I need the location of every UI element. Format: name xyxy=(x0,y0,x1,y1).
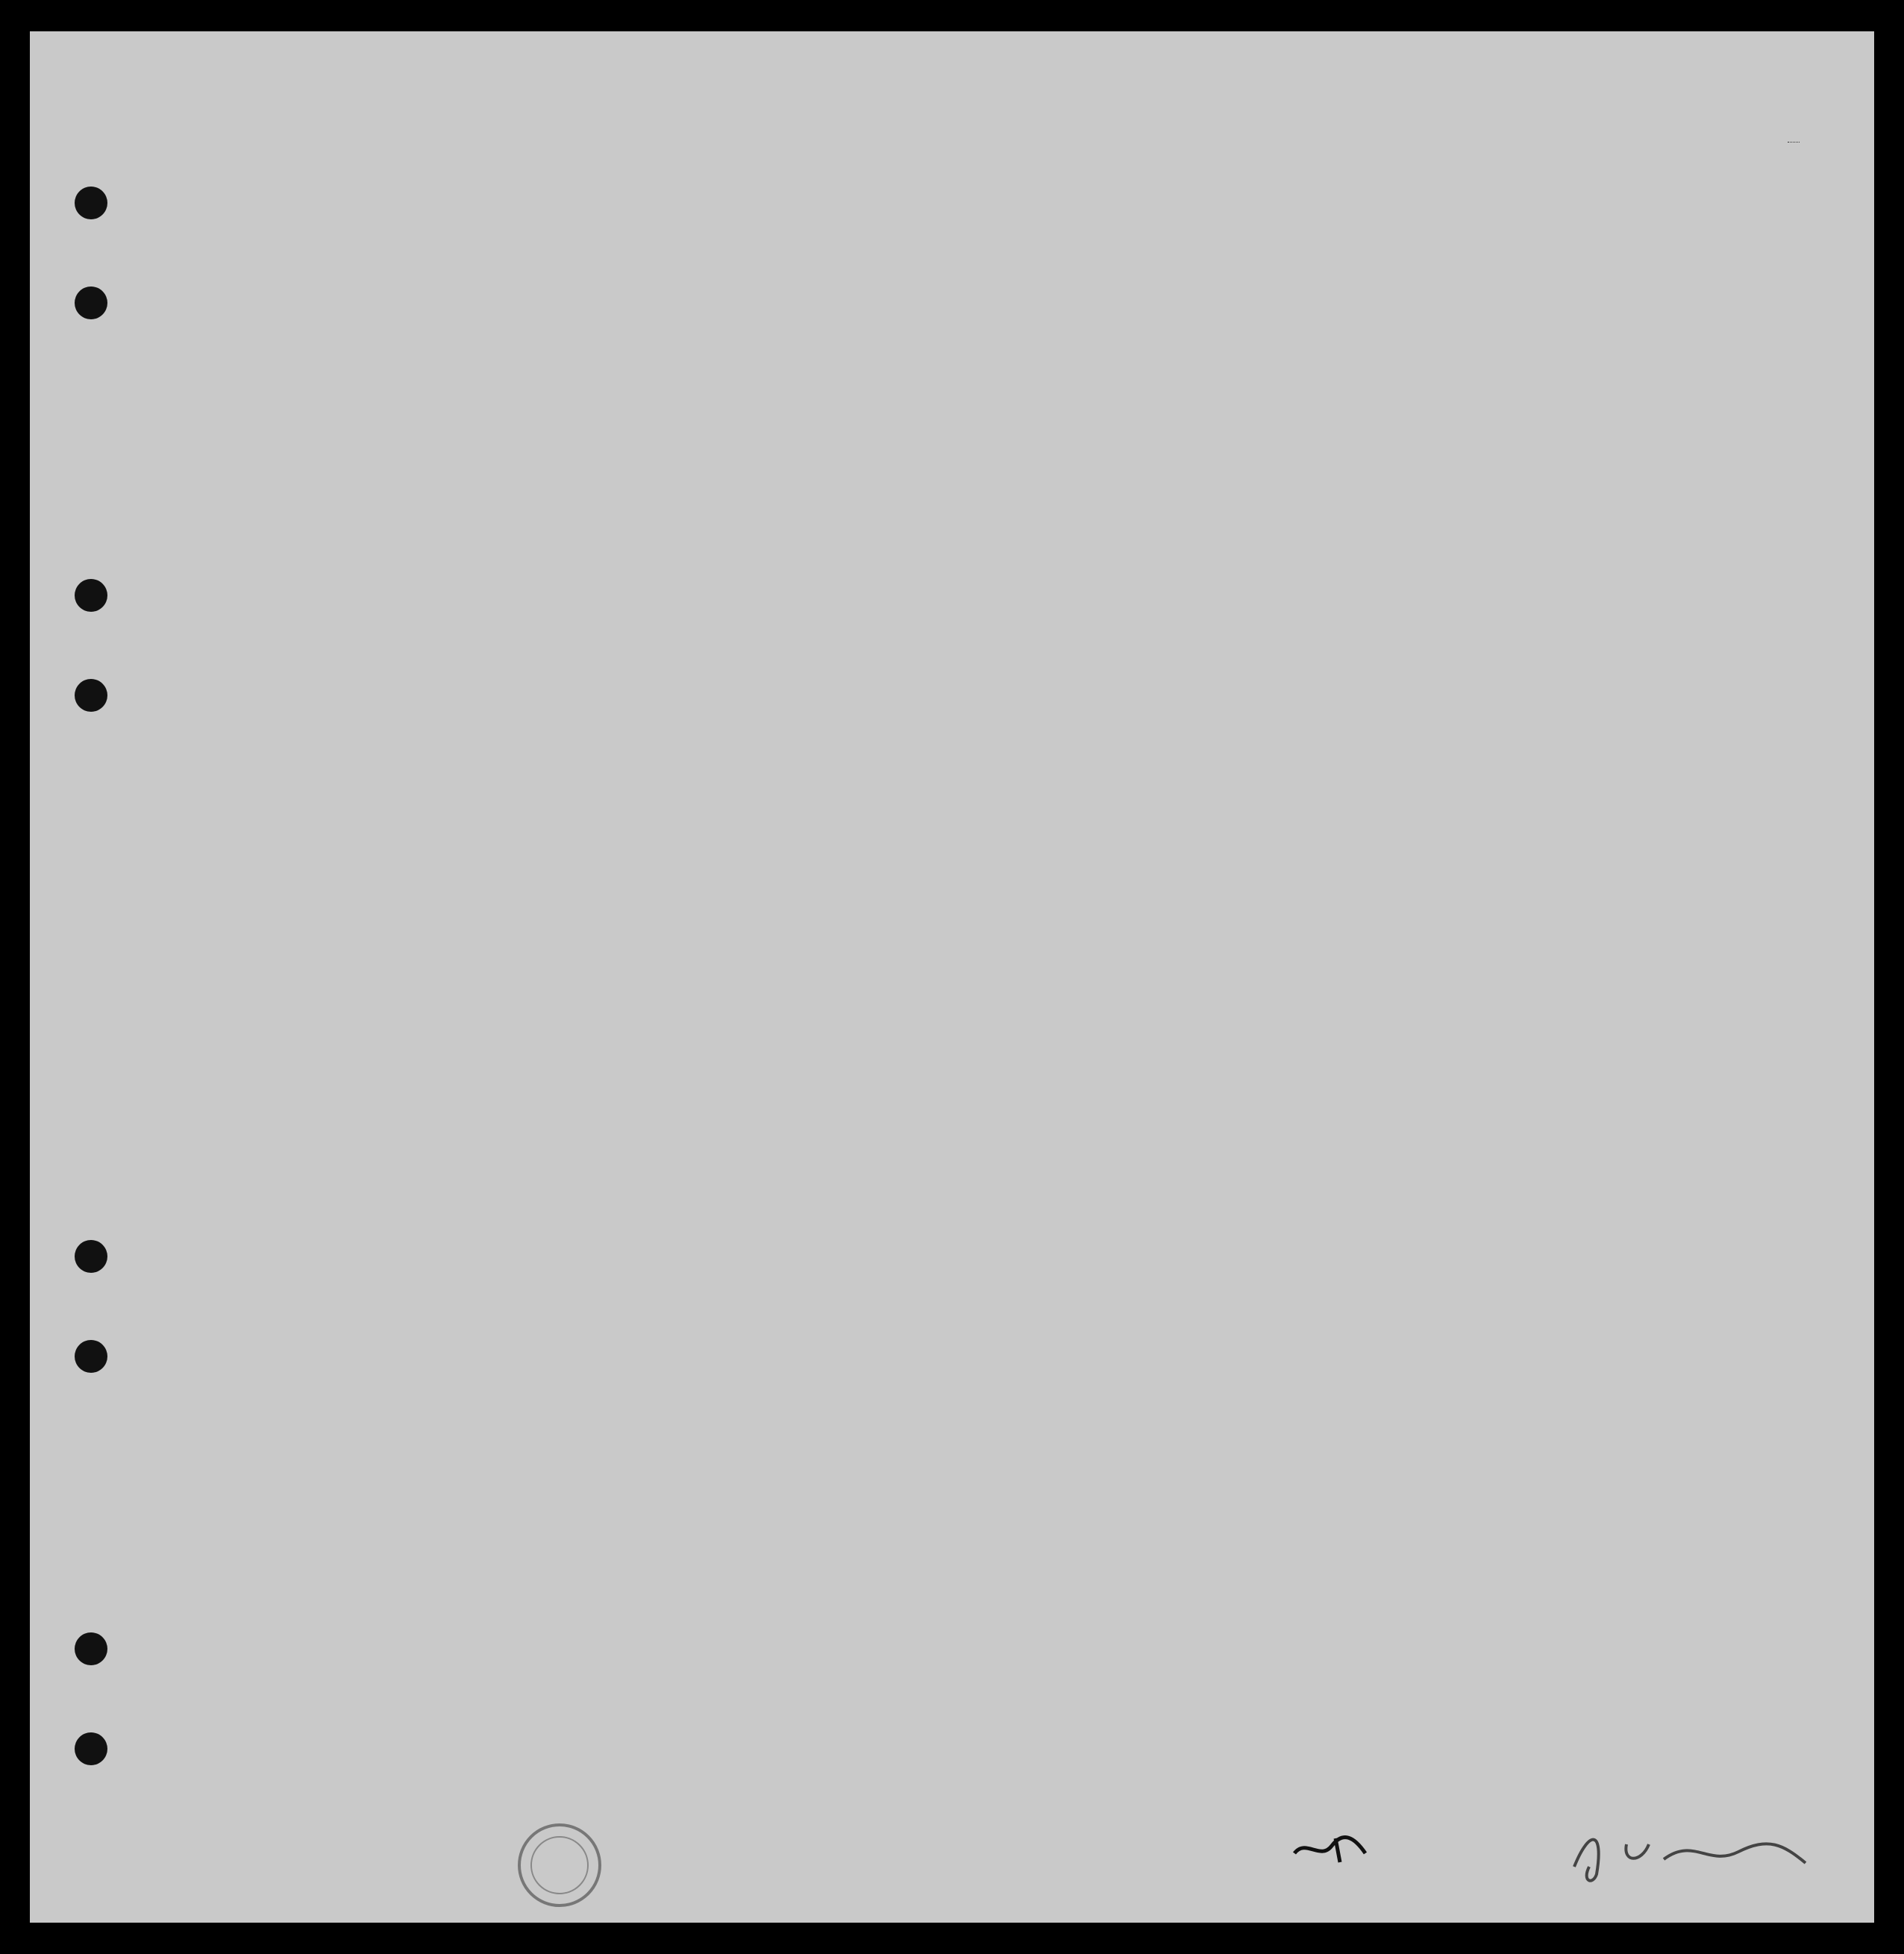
manifest-sheet xyxy=(30,31,1874,1923)
port-stamp xyxy=(507,1822,612,1911)
manifest-grid xyxy=(30,31,1874,1923)
officer-signature xyxy=(1559,1822,1813,1889)
agent-initials xyxy=(1291,1831,1380,1868)
